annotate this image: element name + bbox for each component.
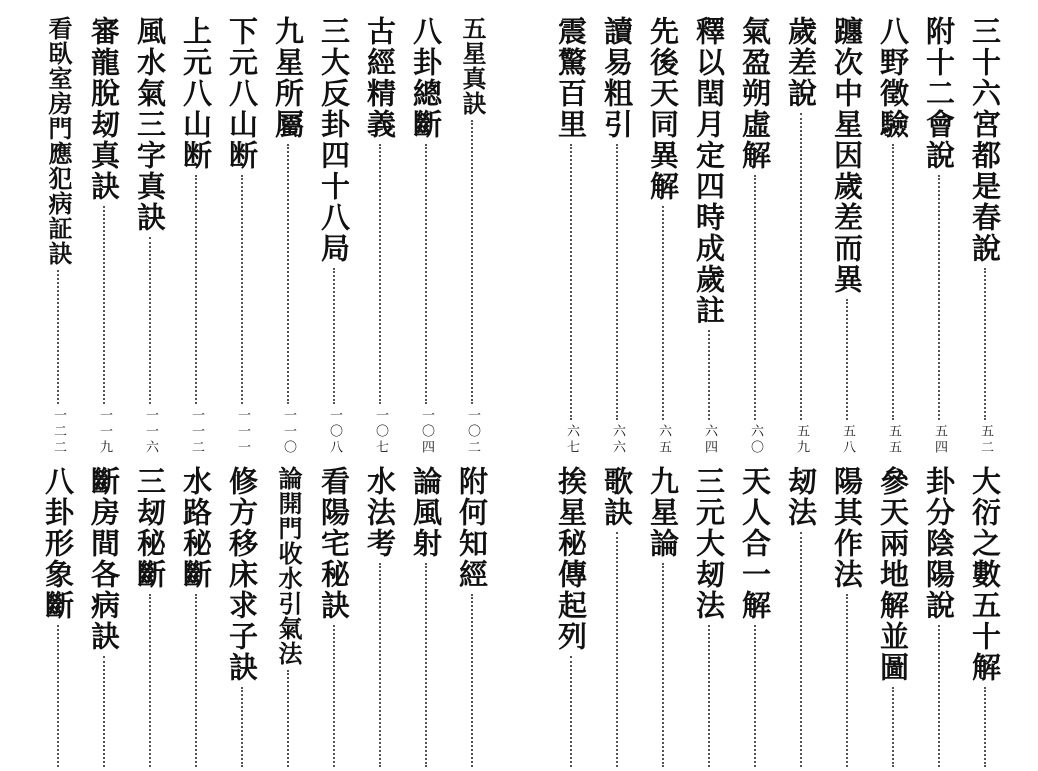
dot-leader bbox=[425, 144, 427, 404]
toc-entry-title: 八野徵驗 bbox=[876, 16, 910, 140]
toc-entry-title: 震驚百里 bbox=[554, 16, 588, 140]
toc-entry-page: 六六 bbox=[610, 424, 625, 456]
toc-entry-title: 九星論 bbox=[646, 466, 680, 559]
toc-entry bbox=[128, 466, 172, 771]
toc-entry-title: 風水氣三字真訣 bbox=[133, 16, 167, 233]
dot-leader bbox=[570, 656, 572, 767]
toc-entry-title: 八卦總斷 bbox=[409, 16, 443, 140]
toc-entry bbox=[871, 16, 915, 456]
toc-entry-page: 一〇四 bbox=[419, 408, 434, 456]
toc-entry bbox=[220, 16, 264, 456]
toc-entry bbox=[825, 16, 869, 456]
dot-leader bbox=[938, 175, 940, 420]
dot-leader bbox=[195, 594, 197, 767]
toc-entry bbox=[404, 16, 448, 456]
dot-leader bbox=[616, 532, 618, 767]
dot-leader bbox=[57, 270, 59, 404]
toc-entry bbox=[825, 466, 869, 771]
dot-leader bbox=[616, 144, 618, 420]
dot-leader bbox=[103, 656, 105, 767]
dot-leader bbox=[149, 594, 151, 767]
toc-entry-page: 一一九 bbox=[97, 408, 112, 456]
toc-entry bbox=[595, 466, 639, 771]
dot-leader bbox=[938, 625, 940, 767]
dot-leader bbox=[662, 206, 664, 420]
toc-entry-title: 卦分陰陽說 bbox=[922, 466, 956, 621]
toc-entry-page: 一一六 bbox=[143, 408, 158, 456]
toc-entry-page: 六四 bbox=[702, 424, 717, 456]
toc-entry-title: 三元大刼法 bbox=[692, 466, 726, 621]
toc-entry bbox=[917, 16, 961, 456]
toc-entry bbox=[963, 466, 1007, 771]
toc-entry-title: 三大反卦四十八局 bbox=[317, 16, 351, 264]
dot-leader bbox=[287, 144, 289, 404]
toc-entry-title: 水路秘斷 bbox=[179, 466, 213, 590]
toc-entry-page: 一一一 bbox=[235, 408, 250, 456]
toc-entry bbox=[450, 16, 494, 456]
toc-entry-page: 六七 bbox=[564, 424, 579, 456]
toc-entry bbox=[917, 466, 961, 771]
left-lower-toc bbox=[35, 466, 495, 771]
toc-entry bbox=[358, 16, 402, 456]
dot-leader bbox=[149, 237, 151, 404]
toc-entry-title: 氣盈朔虛解 bbox=[738, 16, 772, 171]
toc-entry-title: 修方移床求子訣 bbox=[225, 466, 259, 683]
toc-entry bbox=[779, 466, 823, 771]
toc-entry-page: 六五 bbox=[656, 424, 671, 456]
dot-leader bbox=[379, 563, 381, 767]
toc-entry bbox=[404, 466, 448, 771]
dot-leader bbox=[846, 299, 848, 420]
toc-entry-title: 躔次中星因歲差而異 bbox=[830, 16, 864, 295]
toc-entry-title: 參天兩地解並圖 bbox=[876, 466, 910, 683]
toc-entry bbox=[358, 466, 402, 771]
toc-entry bbox=[549, 16, 593, 456]
toc-entry-title: 下元八山断 bbox=[225, 16, 259, 171]
toc-entry bbox=[82, 16, 126, 456]
toc-entry-title: 五星真訣 bbox=[458, 16, 487, 116]
right-lower-toc bbox=[548, 466, 1008, 771]
toc-entry-page: 五五 bbox=[886, 424, 901, 456]
toc-entry bbox=[36, 466, 80, 771]
toc-entry-title: 刼法 bbox=[784, 466, 818, 528]
toc-entry-title: 斷房間各病訣 bbox=[87, 466, 121, 652]
dot-leader bbox=[800, 113, 802, 420]
toc-entry bbox=[312, 16, 356, 456]
toc-entry-title: 上元八山断 bbox=[179, 16, 213, 171]
toc-entry bbox=[641, 466, 685, 771]
toc-entry-title: 論風射 bbox=[409, 466, 443, 559]
toc-entry bbox=[687, 16, 731, 456]
toc-entry-title: 水法考 bbox=[363, 466, 397, 559]
toc-entry-title: 歌訣 bbox=[600, 466, 634, 528]
toc-entry bbox=[595, 16, 639, 456]
toc-entry bbox=[549, 466, 593, 771]
toc-entry bbox=[128, 16, 172, 456]
toc-entry-page: 六〇 bbox=[748, 424, 763, 456]
toc-entry-title: 看臥室房門應犯病証訣 bbox=[44, 16, 73, 266]
toc-entry bbox=[220, 466, 264, 771]
dot-leader bbox=[754, 625, 756, 767]
toc-entry-page: 五四 bbox=[932, 424, 947, 456]
dot-leader bbox=[800, 532, 802, 767]
right-upper-toc bbox=[548, 16, 1008, 456]
toc-entry bbox=[733, 466, 777, 771]
toc-entry-title: 古經精義 bbox=[363, 16, 397, 140]
toc-entry bbox=[36, 16, 80, 456]
dot-leader bbox=[333, 625, 335, 767]
toc-entry-title: 八卦形象斷 bbox=[41, 466, 75, 621]
dot-leader bbox=[425, 563, 427, 767]
toc-entry-page: 一一二 bbox=[189, 408, 204, 456]
toc-entry-title: 陽其作法 bbox=[830, 466, 864, 590]
toc-entry-title: 九星所屬 bbox=[271, 16, 305, 140]
toc-entry bbox=[733, 16, 777, 456]
toc-entry-title: 天人合一解 bbox=[738, 466, 772, 621]
dot-leader bbox=[570, 144, 572, 420]
toc-entry-page: 一〇二 bbox=[465, 408, 480, 456]
toc-entry bbox=[174, 16, 218, 456]
toc-entry-title: 審龍脫刼真訣 bbox=[87, 16, 121, 202]
toc-entry-page: 一〇七 bbox=[373, 408, 388, 456]
toc-entry bbox=[687, 466, 731, 771]
dot-leader bbox=[846, 594, 848, 767]
toc-entry-page: 五八 bbox=[840, 424, 855, 456]
dot-leader bbox=[471, 594, 473, 767]
dot-leader bbox=[708, 330, 710, 420]
toc-entry-page: 一〇八 bbox=[327, 408, 342, 456]
dot-leader bbox=[754, 175, 756, 420]
left-upper-toc bbox=[35, 16, 495, 456]
dot-leader bbox=[708, 625, 710, 767]
toc-entry-title: 附何知經 bbox=[455, 466, 489, 590]
dot-leader bbox=[984, 687, 986, 767]
toc-entry-title: 看陽宅秘訣 bbox=[317, 466, 351, 621]
dot-leader bbox=[287, 670, 289, 767]
dot-leader bbox=[241, 175, 243, 404]
toc-entry bbox=[174, 466, 218, 771]
dot-leader bbox=[379, 144, 381, 404]
toc-entry bbox=[779, 16, 823, 456]
toc-entry bbox=[871, 466, 915, 771]
dot-leader bbox=[195, 175, 197, 404]
toc-entry bbox=[641, 16, 685, 456]
toc-entry bbox=[963, 16, 1007, 456]
toc-entry-title: 歲差說 bbox=[784, 16, 818, 109]
toc-entry-title: 挨星秘傳起列 bbox=[554, 466, 588, 652]
dot-leader bbox=[57, 625, 59, 767]
dot-leader bbox=[984, 268, 986, 420]
toc-entry-title: 三刼秘斷 bbox=[133, 466, 167, 590]
toc-entry-title: 先後天同異解 bbox=[646, 16, 680, 202]
left-page bbox=[0, 0, 519, 769]
toc-entry-page: 一一〇 bbox=[281, 408, 296, 456]
toc-entry-title: 附十二會說 bbox=[922, 16, 956, 171]
dot-leader bbox=[103, 206, 105, 404]
toc-entry-page: 一二二 bbox=[51, 408, 66, 456]
toc-entry-page: 五二 bbox=[978, 424, 993, 456]
toc-entry bbox=[450, 466, 494, 771]
dot-leader bbox=[333, 268, 335, 404]
toc-entry-title: 釋以閏月定四時成歲註 bbox=[692, 16, 726, 326]
toc-entry bbox=[312, 466, 356, 771]
toc-entry bbox=[266, 466, 310, 771]
dot-leader bbox=[892, 687, 894, 767]
toc-entry bbox=[266, 16, 310, 456]
toc-entry-title: 三十六宮都是春說 bbox=[968, 16, 1002, 264]
toc-entry-title: 讀易粗引 bbox=[600, 16, 634, 140]
toc-entry bbox=[82, 466, 126, 771]
toc-entry-page: 五九 bbox=[794, 424, 809, 456]
dot-leader bbox=[471, 120, 473, 404]
dot-leader bbox=[241, 687, 243, 767]
dot-leader bbox=[892, 144, 894, 420]
toc-entry-title: 大衍之數五十解 bbox=[968, 466, 1002, 683]
right-page bbox=[519, 0, 1038, 769]
toc-entry-title: 論開門收水引氣法 bbox=[274, 466, 303, 666]
dot-leader bbox=[662, 563, 664, 767]
